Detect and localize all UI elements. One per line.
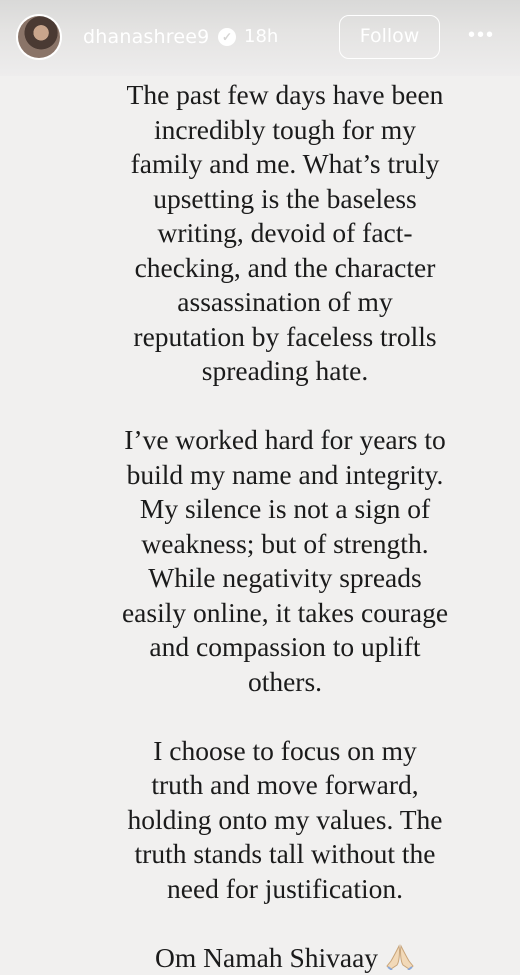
- text-line: reputation by faceless trolls: [133, 321, 436, 352]
- paragraph-2: [80, 423, 490, 699]
- more-options-icon[interactable]: •••: [468, 28, 498, 42]
- story-text: [80, 78, 490, 975]
- text-line: truth stands tall without the: [135, 838, 436, 869]
- avatar-image: [18, 16, 60, 58]
- avatar[interactable]: [16, 14, 62, 60]
- folded-hands-icon: [385, 944, 415, 970]
- paragraph-3: [80, 734, 490, 907]
- signoff: [80, 941, 490, 975]
- text-line: truth and move forward,: [151, 769, 418, 800]
- text-line: easily online, it takes courage: [122, 597, 448, 628]
- text-line: family and me. What’s truly: [131, 148, 440, 179]
- text-line: My silence is not a sign of: [140, 493, 430, 524]
- text-line: need for justification.: [167, 873, 403, 904]
- text-line: others.: [248, 666, 322, 697]
- text-line: checking, and the character: [135, 252, 436, 283]
- text-line: and compassion to uplift: [149, 631, 420, 662]
- text-line: spreading hate.: [202, 355, 368, 386]
- username[interactable]: dhanashree9: [83, 26, 209, 48]
- text-line: I’ve worked hard for years to: [124, 424, 445, 455]
- text-line: writing, devoid of fact-: [157, 217, 412, 248]
- text-line: build my name and integrity.: [127, 459, 444, 490]
- time-ago: 18h: [244, 26, 278, 47]
- text-line: assassination of my: [177, 286, 392, 317]
- story-header: [0, 0, 520, 76]
- text-line: weakness; but of strength.: [141, 528, 428, 559]
- text-line: holding onto my values. The: [128, 804, 443, 835]
- text-line: While negativity spreads: [148, 562, 421, 593]
- follow-button[interactable]: Follow: [339, 15, 440, 59]
- verified-badge-icon: ✓: [218, 28, 236, 46]
- signoff-text: Om Namah Shivaay: [155, 942, 378, 973]
- paragraph-1: [80, 78, 490, 389]
- text-line: upsetting is the baseless: [153, 183, 417, 214]
- text-line: I choose to focus on my: [153, 735, 417, 766]
- text-line: The past few days have been: [127, 79, 444, 110]
- text-line: incredibly tough for my: [154, 114, 416, 145]
